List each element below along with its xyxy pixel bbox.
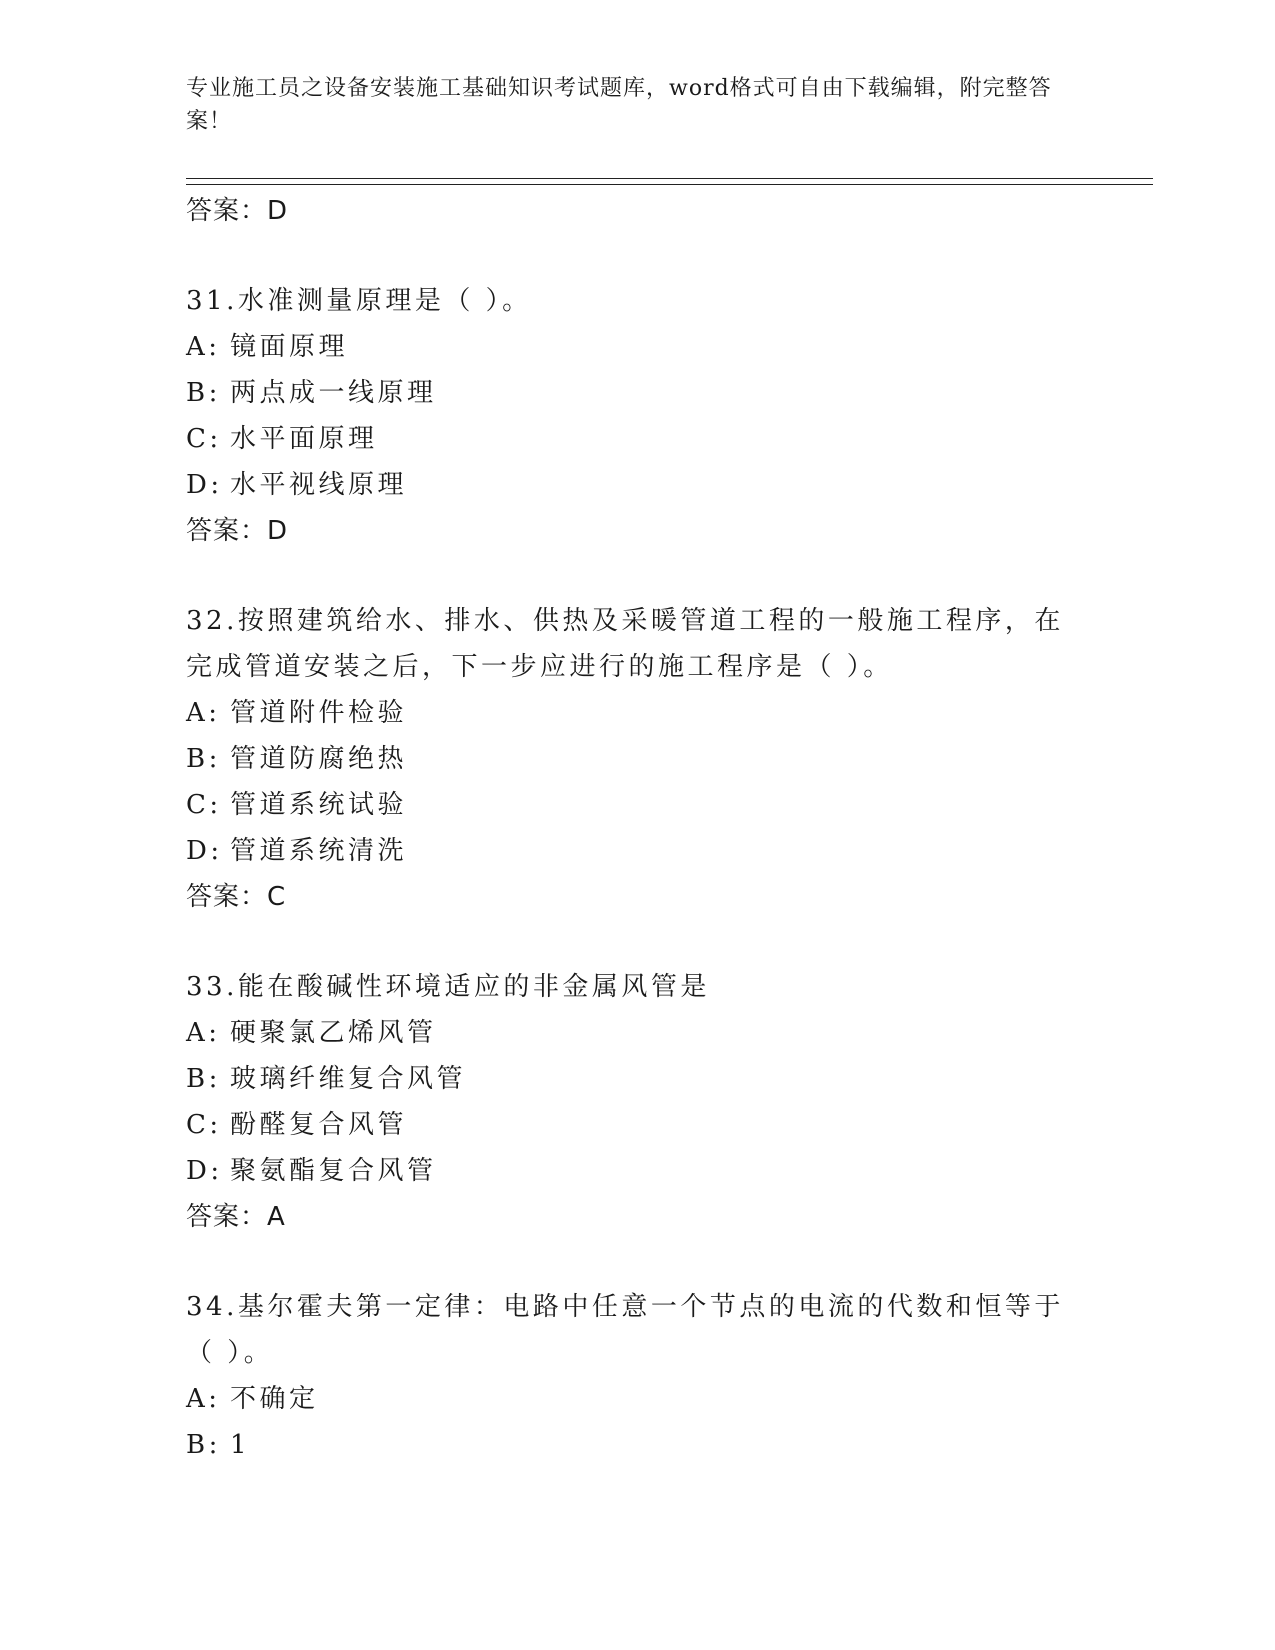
option-text: 水平视线原理 [230,470,408,500]
option-letter: D: [186,836,223,866]
option-text: 管道附件检验 [230,698,408,728]
question-33 [186,964,1086,1240]
question-text: 31.水准测量原理是（ ）。 [186,286,532,316]
option-d [186,1148,1086,1194]
option-letter: B: [186,378,221,408]
option-letter: B: [186,1430,221,1460]
option-text: 管道防腐绝热 [230,744,408,774]
question-34 [186,1284,1086,1468]
option-text: 硬聚氯乙烯风管 [230,1018,437,1048]
option-text: 管道系统试验 [230,790,408,820]
answer-32: 答案：C [186,882,287,912]
option-c [186,782,1086,828]
question-text: 32.按照建筑给水、排水、供热及采暖管道工程的一般施工程序，在完成管道安装之后，下一步应进行的施工程序是（ ）。 [186,606,1064,682]
option-c [186,416,1086,462]
option-b [186,370,1086,416]
header-divider-top [186,178,1153,179]
option-letter: D: [186,1156,223,1186]
option-a [186,1376,1086,1422]
option-text: 水平面原理 [230,424,378,454]
option-letter: C: [186,424,222,454]
option-letter: A: [186,698,221,728]
answer-30: 答案：D [186,196,289,226]
option-letter: A: [186,1018,221,1048]
header-divider-bottom [186,184,1153,185]
question-list [186,188,1086,1468]
question-31 [186,278,1086,554]
document-header: 专业施工员之设备安装施工基础知识考试题库，word格式可自由下载编辑，附完整答案！ [186,76,1052,134]
option-text: 酚醛复合风管 [230,1110,408,1140]
option-text: 不确定 [230,1384,319,1414]
question-32 [186,598,1086,920]
option-b [186,1056,1086,1102]
answer-31: 答案：D [186,516,289,546]
option-letter: A: [186,332,221,362]
option-a [186,324,1086,370]
option-letter: C: [186,790,222,820]
option-text: 管道系统清洗 [230,836,408,866]
option-d [186,462,1086,508]
option-letter: C: [186,1110,222,1140]
answer-33: 答案：A [186,1202,286,1232]
option-letter: B: [186,1064,221,1094]
option-c [186,1102,1086,1148]
option-text: 聚氨酯复合风管 [230,1156,437,1186]
question-text: 33.能在酸碱性环境适应的非金属风管是 [186,972,710,1002]
option-d [186,828,1086,874]
option-b [186,1422,1086,1468]
option-letter: D: [186,470,223,500]
option-text: 1 [230,1430,251,1460]
option-b [186,736,1086,782]
option-letter: B: [186,744,221,774]
option-letter: A: [186,1384,221,1414]
question-text: 34.基尔霍夫第一定律：电路中任意一个节点的电流的代数和恒等于（ ）。 [186,1292,1064,1368]
option-text: 镜面原理 [230,332,349,362]
option-a [186,1010,1086,1056]
option-a [186,690,1086,736]
option-text: 两点成一线原理 [230,378,437,408]
option-text: 玻璃纤维复合风管 [230,1064,467,1094]
